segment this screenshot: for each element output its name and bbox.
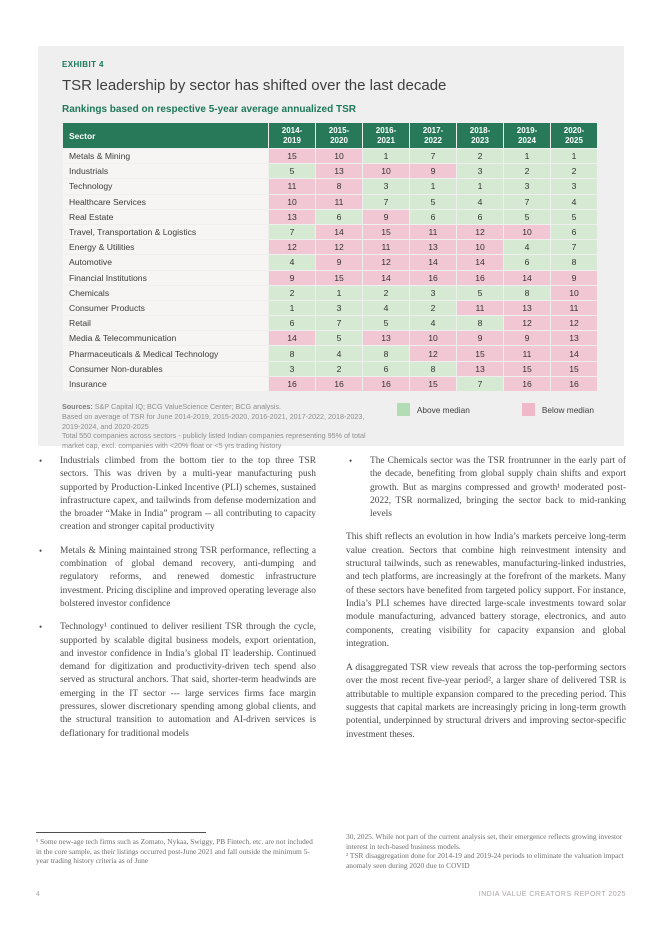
sources-label: Sources: <box>62 402 93 411</box>
body-text <box>36 455 626 753</box>
bullet-item <box>36 455 316 535</box>
sector-name-cell: Consumer Non-durables <box>63 362 268 376</box>
rank-cell: 9 <box>551 271 597 285</box>
rank-cell: 8 <box>363 346 409 360</box>
rank-cell: 4 <box>410 316 456 330</box>
median-legend <box>397 403 598 416</box>
rank-cell: 8 <box>457 316 503 330</box>
rank-cell: 1 <box>457 179 503 193</box>
rank-cell: 4 <box>316 346 362 360</box>
sector-name-cell: Chemicals <box>63 286 268 300</box>
above-median-swatch <box>397 403 410 416</box>
rank-cell: 1 <box>551 149 597 163</box>
year-line-1: 2019- <box>516 126 538 135</box>
rank-cell: 2 <box>457 149 503 163</box>
rank-cell: 5 <box>504 210 550 224</box>
footnotes <box>36 832 626 871</box>
year-column-header <box>363 123 409 148</box>
rank-cell: 1 <box>410 179 456 193</box>
sector-name-cell: Energy & Utilities <box>63 240 268 254</box>
rank-cell: 13 <box>504 301 550 315</box>
rank-cell: 14 <box>410 255 456 269</box>
table-row <box>63 286 597 300</box>
body-left-column <box>36 455 316 753</box>
rank-cell: 7 <box>410 149 456 163</box>
rank-cell: 6 <box>316 210 362 224</box>
body-paragraph: This shift reflects an evolution in how India’s markets perceive long-term value creation. Sectors that combine high reinvestment intensity and structural tailwinds, such as renewables, manufacturing-linked industries, and tech platforms, are increasingly at the forefront of the markets. Many of these sectors have benefited from targeted policy support. For instance, India’s PLI schemes have directed large-scale investments toward solar module manufacturing, advanced battery storage, electronics, and auto components, creating visibility for capacity expansion and global integration. <box>346 532 626 649</box>
year-line-2: 2021 <box>377 135 395 145</box>
rank-cell: 5 <box>410 195 456 209</box>
legend-item-above <box>397 403 470 416</box>
rank-cell: 11 <box>551 301 597 315</box>
sources-line2: Based on average of TSR for June 2014-2019, 2015-2020, 2016-2021, 2017-2022, 2018-2023, 2019-2024, and 2020-2025 <box>62 411 365 431</box>
rank-cell: 16 <box>504 377 550 391</box>
rank-cell: 9 <box>457 331 503 345</box>
sector-name-cell: Industrials <box>63 164 268 178</box>
rank-cell: 7 <box>269 225 315 239</box>
bullet-marker: • <box>39 545 43 556</box>
rank-cell: 1 <box>269 301 315 315</box>
page-number: 4 <box>36 891 41 898</box>
rank-cell: 13 <box>410 240 456 254</box>
rank-cell: 6 <box>363 362 409 376</box>
rank-cell: 11 <box>363 240 409 254</box>
rank-cell: 3 <box>457 164 503 178</box>
rank-cell: 6 <box>269 316 315 330</box>
sources-line3: Total 550 companies across sectors - publicly listed Indian companies representing 95% of total market cap, excl. companies with <20% float or <5 yrs trading history <box>62 431 366 451</box>
rank-cell: 8 <box>551 255 597 269</box>
sector-name-cell: Pharmaceuticals & Medical Technology <box>63 346 268 360</box>
rank-cell: 14 <box>457 255 503 269</box>
footnote-text: 30, 2025. While not part of the current analysis set, their emergence reflects growing investor interest in tech-based business models. <box>346 832 623 851</box>
rank-cell: 11 <box>504 346 550 360</box>
rank-cell: 10 <box>316 149 362 163</box>
rank-cell: 7 <box>363 195 409 209</box>
rank-cell: 13 <box>316 164 362 178</box>
year-line-2: 2025 <box>565 135 583 145</box>
report-name: INDIA VALUE CREATORS REPORT 2025 <box>478 891 626 898</box>
year-column-header <box>269 123 315 148</box>
rank-cell: 16 <box>457 271 503 285</box>
year-line-2: 2022 <box>424 135 442 145</box>
year-line-2: 2023 <box>471 135 489 145</box>
sector-name-cell: Technology <box>63 179 268 193</box>
footnote-right-column <box>346 832 626 871</box>
rank-cell: 16 <box>316 377 362 391</box>
rank-cell: 6 <box>457 210 503 224</box>
year-line-2: 2019 <box>283 135 301 145</box>
rank-cell: 10 <box>410 331 456 345</box>
bullet-text: Industrials climbed from the bottom tier to the top three TSR sectors. This was driven by a multi-year manufacturing push supported by Production-Linked Incentive (PLI) schemes, sustained infrastructure capex, and tailwinds from defense modernization and the broader “Make in India” program -- all contributing to capacity creation and stronger capital productivity <box>60 456 316 533</box>
rank-cell: 4 <box>504 240 550 254</box>
rank-cell: 2 <box>410 301 456 315</box>
table-row <box>63 255 597 269</box>
rank-cell: 15 <box>551 362 597 376</box>
sources-line1-text: S&P Capital IQ; BCG ValueScience Center; BCG analysis. <box>92 402 282 411</box>
rank-cell: 2 <box>316 362 362 376</box>
table-row <box>63 210 597 224</box>
bullet-marker: • <box>349 456 353 466</box>
rank-cell: 7 <box>504 195 550 209</box>
rank-cell: 14 <box>363 271 409 285</box>
rank-cell: 16 <box>551 377 597 391</box>
table-row <box>63 179 597 193</box>
sector-name-cell: Media & Telecommunication <box>63 331 268 345</box>
rank-cell: 2 <box>551 164 597 178</box>
rank-cell: 10 <box>551 286 597 300</box>
rank-cell: 15 <box>363 225 409 239</box>
rank-cell: 14 <box>551 346 597 360</box>
rank-cell: 3 <box>410 286 456 300</box>
rank-cell: 14 <box>269 331 315 345</box>
rank-cell: 8 <box>269 346 315 360</box>
rank-cell: 3 <box>316 301 362 315</box>
rank-cell: 1 <box>316 286 362 300</box>
sources-line1 <box>62 402 368 412</box>
rank-cell: 2 <box>269 286 315 300</box>
sector-name-cell: Real Estate <box>63 210 268 224</box>
rank-cell: 12 <box>316 240 362 254</box>
rank-cell: 2 <box>504 164 550 178</box>
rank-cell: 14 <box>504 271 550 285</box>
rank-cell: 8 <box>504 286 550 300</box>
rank-cell: 15 <box>269 149 315 163</box>
rank-cell: 14 <box>316 225 362 239</box>
rank-cell: 9 <box>504 331 550 345</box>
rank-cell: 12 <box>551 316 597 330</box>
year-line-1: 2020- <box>563 126 585 135</box>
below-median-swatch <box>522 403 535 416</box>
bullet-marker: • <box>39 456 43 466</box>
rank-cell: 15 <box>316 271 362 285</box>
sector-column-header: Sector <box>63 123 268 148</box>
table-row <box>63 195 597 209</box>
sector-name-cell: Automotive <box>63 255 268 269</box>
rank-cell: 11 <box>457 301 503 315</box>
tsr-ranking-table <box>62 122 598 392</box>
rank-cell: 9 <box>269 271 315 285</box>
rank-cell: 10 <box>269 195 315 209</box>
rank-cell: 11 <box>269 179 315 193</box>
rank-cell: 4 <box>457 195 503 209</box>
below-median-label: Below median <box>541 404 594 415</box>
footnote-separator <box>36 832 206 833</box>
body-paragraph: A disaggregated TSR view reveals that across the top-performing sectors over the most recent five-year period², a larger share of delivered TSR is attributable to multiple expansion compared to the preceding period. This suggests that capital markets are increasingly pricing in long-term growth potential, underpinned by structural drivers and improving sector-specific investment theses. <box>346 663 626 740</box>
sector-name-cell: Consumer Products <box>63 301 268 315</box>
footnote-text: ¹ Some new-age tech firms such as Zomato, Nykaa, Swiggy, PB Fintech, etc. are not included in the core sample, as their listings occurred post-June 2021 and fall outside the minimum 5-year trading history criteria as of June <box>36 837 313 866</box>
rank-cell: 15 <box>504 362 550 376</box>
rank-cell: 16 <box>269 377 315 391</box>
table-row <box>63 316 597 330</box>
rank-cell: 4 <box>551 195 597 209</box>
bullet-item <box>36 621 316 741</box>
exhibit-card <box>38 46 624 451</box>
rank-cell: 1 <box>363 149 409 163</box>
exhibit-title: TSR leadership by sector has shifted over the last decade <box>62 77 447 94</box>
rank-cell: 11 <box>316 195 362 209</box>
rank-cell: 12 <box>363 255 409 269</box>
rank-cell: 13 <box>363 331 409 345</box>
rank-cell: 2 <box>363 286 409 300</box>
rank-cell: 13 <box>269 210 315 224</box>
sector-name-cell: Financial Institutions <box>63 271 268 285</box>
year-column-header <box>410 123 456 148</box>
table-header-row <box>63 123 597 148</box>
sector-name-cell: Metals & Mining <box>63 149 268 163</box>
rank-cell: 3 <box>269 362 315 376</box>
bullet-text: Technology¹ continued to deliver resilient TSR through the cycle, supported by scalable digital business models, export orientation, and investor confidence in India’s global IT leadership. Continued demand for digitization and productivity-driven tech spend also served as structural anchors. That said, shorter-term headwinds are emerging in the IT sector --- large services firms face margin pressures, slower discretionary spending among global clients, and the structural transition to automation and AI-driven services is deflationary for traditional models <box>60 622 316 739</box>
rank-cell: 6 <box>504 255 550 269</box>
bullet-marker: • <box>39 622 43 633</box>
rank-cell: 5 <box>269 164 315 178</box>
rank-cell: 13 <box>457 362 503 376</box>
year-column-header <box>504 123 550 148</box>
year-line-2: 2020 <box>330 135 348 145</box>
bullet-item <box>36 545 316 611</box>
rank-cell: 8 <box>316 179 362 193</box>
rank-cell: 15 <box>457 346 503 360</box>
rank-cell: 10 <box>504 225 550 239</box>
rank-cell: 3 <box>363 179 409 193</box>
year-line-1: 2016- <box>375 126 397 135</box>
rank-cell: 6 <box>410 210 456 224</box>
table-row <box>63 377 597 391</box>
rank-cell: 12 <box>457 225 503 239</box>
rank-cell: 15 <box>410 377 456 391</box>
exhibit-subtitle: Rankings based on respective 5-year average annualized TSR <box>62 104 357 115</box>
rank-cell: 12 <box>504 316 550 330</box>
year-line-1: 2015- <box>328 126 350 135</box>
rank-cell: 5 <box>316 331 362 345</box>
rank-cell: 3 <box>551 179 597 193</box>
rank-cell: 1 <box>504 149 550 163</box>
bullet-item <box>346 455 626 521</box>
rank-cell: 4 <box>269 255 315 269</box>
rank-cell: 6 <box>551 225 597 239</box>
rank-cell: 5 <box>457 286 503 300</box>
year-column-header <box>551 123 597 148</box>
exhibit-label: EXHIBIT 4 <box>62 60 104 69</box>
rank-cell: 4 <box>363 301 409 315</box>
sources-block <box>62 402 368 451</box>
sector-name-cell: Insurance <box>63 377 268 391</box>
year-line-1: 2018- <box>469 126 491 135</box>
page-footer <box>36 891 626 898</box>
rank-cell: 12 <box>269 240 315 254</box>
table-row <box>63 271 597 285</box>
table-row <box>63 362 597 376</box>
rank-cell: 5 <box>363 316 409 330</box>
table-row <box>63 331 597 345</box>
sector-name-cell: Healthcare Services <box>63 195 268 209</box>
year-line-1: 2014- <box>281 126 303 135</box>
rank-cell: 13 <box>551 331 597 345</box>
rank-cell: 9 <box>410 164 456 178</box>
body-right-column <box>346 455 626 753</box>
table-row <box>63 164 597 178</box>
rank-cell: 9 <box>363 210 409 224</box>
rank-cell: 10 <box>363 164 409 178</box>
footnote-left-column <box>36 832 316 871</box>
rank-cell: 7 <box>551 240 597 254</box>
footnote-text: ² TSR disaggregation done for 2014-19 and 2019-24 periods to eliminate the valuation impact anomaly seen during 2020 due to COVID <box>346 851 624 871</box>
rank-cell: 9 <box>316 255 362 269</box>
year-line-1: 2017- <box>422 126 444 135</box>
bullet-text: Metals & Mining maintained strong TSR performance, reflecting a combination of global demand recovery, anti-dumping and regulatory reforms, and renewed domestic infrastructure investment. Pricing discipline and improved operating leverage also bolstered investor confidence <box>60 545 316 609</box>
sector-name-cell: Retail <box>63 316 268 330</box>
rank-cell: 5 <box>551 210 597 224</box>
rank-cell: 3 <box>504 179 550 193</box>
rank-cell: 16 <box>410 271 456 285</box>
rank-cell: 7 <box>316 316 362 330</box>
above-median-label: Above median <box>416 404 470 415</box>
table-row <box>63 149 597 163</box>
rank-cell: 12 <box>410 346 456 360</box>
table-row <box>63 225 597 239</box>
rank-cell: 10 <box>457 240 503 254</box>
table-row <box>63 240 597 254</box>
rank-cell: 8 <box>410 362 456 376</box>
table-row <box>63 301 597 315</box>
year-line-2: 2024 <box>518 135 536 145</box>
year-column-header <box>316 123 362 148</box>
rank-cell: 16 <box>363 377 409 391</box>
rank-cell: 11 <box>410 225 456 239</box>
sector-name-cell: Travel, Transportation & Logistics <box>63 225 268 239</box>
rank-cell: 7 <box>457 377 503 391</box>
table-row <box>63 346 597 360</box>
year-column-header <box>457 123 503 148</box>
sources-and-legend <box>62 402 598 451</box>
legend-item-below <box>522 403 594 416</box>
bullet-text: The Chemicals sector was the TSR frontrunner in the early part of the decade, benefiting from global supply chain shifts and export growth. But as margins compressed and growth¹ moderated post-2022, TSR normalized, bringing the sector back to mid-ranking levels <box>370 456 626 520</box>
